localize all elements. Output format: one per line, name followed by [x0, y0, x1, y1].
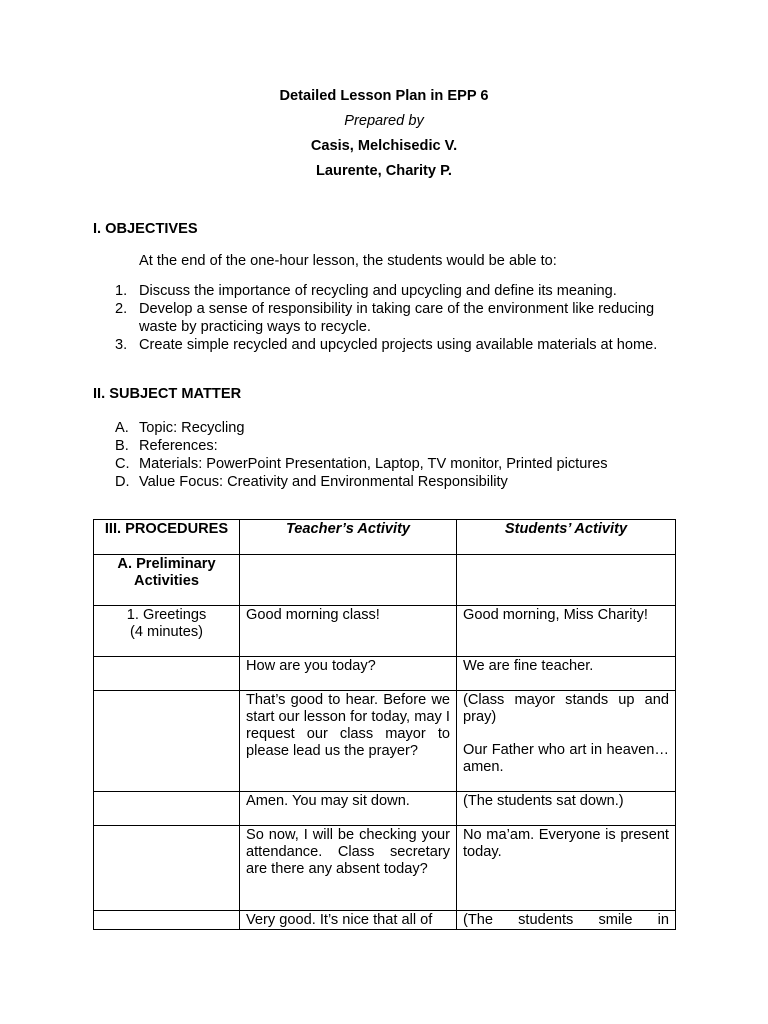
- document-title: Detailed Lesson Plan in EPP 6: [279, 88, 489, 104]
- step-label: [94, 606, 240, 657]
- subject-item: [115, 419, 675, 437]
- objectives-list: [115, 282, 675, 354]
- list-letter: C.: [115, 456, 130, 472]
- students-cell: [457, 691, 676, 792]
- table-row: [94, 911, 676, 930]
- table-row: [94, 657, 676, 691]
- subject-text: Value Focus: Creativity and Environmental Responsibility: [139, 474, 508, 490]
- step-label: [94, 911, 240, 930]
- teacher-cell: [240, 555, 457, 606]
- stage-label: A. Preliminary Activities: [94, 555, 240, 606]
- subject-matter-heading: II. SUBJECT MATTER: [93, 386, 242, 402]
- subject-item: [115, 437, 675, 455]
- objective-item: [115, 336, 675, 354]
- students-activity-header: Students’ Activity: [457, 520, 676, 555]
- subject-text: References:: [139, 438, 218, 454]
- subject-text: Materials: PowerPoint Presentation, Laptop, TV monitor, Printed pictures: [139, 456, 608, 472]
- objective-item: [115, 300, 675, 336]
- students-cell: (The students sat down.): [457, 792, 676, 826]
- objective-text: Develop a sense of responsibility in taking care of the environment like reducing waste by practicing ways to recycle.: [139, 301, 655, 335]
- students-text: Our Father who art in heaven…amen.: [463, 742, 669, 775]
- procedures-table: [93, 519, 676, 930]
- subject-matter-list: [115, 419, 675, 491]
- objectives-intro: At the end of the one-hour lesson, the students would be able to:: [139, 253, 557, 269]
- students-cell: We are fine teacher.: [457, 657, 676, 691]
- step-name: 1. Greetings: [126, 607, 207, 623]
- document-header: [0, 86, 768, 186]
- step-label: [94, 657, 240, 691]
- table-row: [94, 826, 676, 911]
- table-header-row: [94, 520, 676, 555]
- table-row: [94, 792, 676, 826]
- step-duration: (4 minutes): [130, 624, 203, 640]
- objective-item: [115, 282, 675, 300]
- table-row: [94, 691, 676, 792]
- list-number: 1.: [115, 283, 128, 299]
- list-letter: D.: [115, 474, 130, 490]
- procedures-header: III. PROCEDURES: [94, 520, 240, 555]
- teacher-cell: Amen. You may sit down.: [240, 792, 457, 826]
- list-number: 2.: [115, 301, 128, 317]
- teacher-cell: So now, I will be checking your attendance. Class secretary are there any absent today?: [240, 826, 457, 911]
- list-letter: A.: [115, 420, 129, 436]
- prepared-by-label: Prepared by: [344, 113, 424, 129]
- subject-text: Topic: Recycling: [139, 420, 245, 436]
- teacher-activity-header: Teacher’s Activity: [240, 520, 457, 555]
- list-letter: B.: [115, 438, 129, 454]
- objective-text: Create simple recycled and upcycled projects using available materials at home.: [139, 337, 658, 353]
- author-name: Casis, Melchisedic V.: [310, 138, 458, 154]
- list-number: 3.: [115, 337, 128, 353]
- author-name: Laurente, Charity P.: [316, 163, 452, 179]
- teacher-cell: That’s good to hear. Before we start our lesson for today, may I request our class mayor to please lead us the prayer?: [240, 691, 457, 792]
- teacher-cell: Very good. It’s nice that all of: [240, 911, 457, 930]
- students-cell: No ma’am. Everyone is present today.: [457, 826, 676, 911]
- students-cell: (The students smile in: [457, 911, 676, 930]
- step-label: [94, 826, 240, 911]
- students-cell: [457, 555, 676, 606]
- students-cell: Good morning, Miss Charity!: [457, 606, 676, 657]
- step-label: [94, 691, 240, 792]
- teacher-cell: How are you today?: [240, 657, 457, 691]
- subject-item: [115, 473, 675, 491]
- objectives-heading: I. OBJECTIVES: [93, 221, 198, 237]
- table-row: [94, 606, 676, 657]
- step-label: [94, 792, 240, 826]
- objective-text: Discuss the importance of recycling and upcycling and define its meaning.: [139, 283, 617, 299]
- table-row: [94, 555, 676, 606]
- students-text: (Class mayor stands up and pray): [463, 692, 669, 725]
- teacher-cell: Good morning class!: [240, 606, 457, 657]
- subject-item: [115, 455, 675, 473]
